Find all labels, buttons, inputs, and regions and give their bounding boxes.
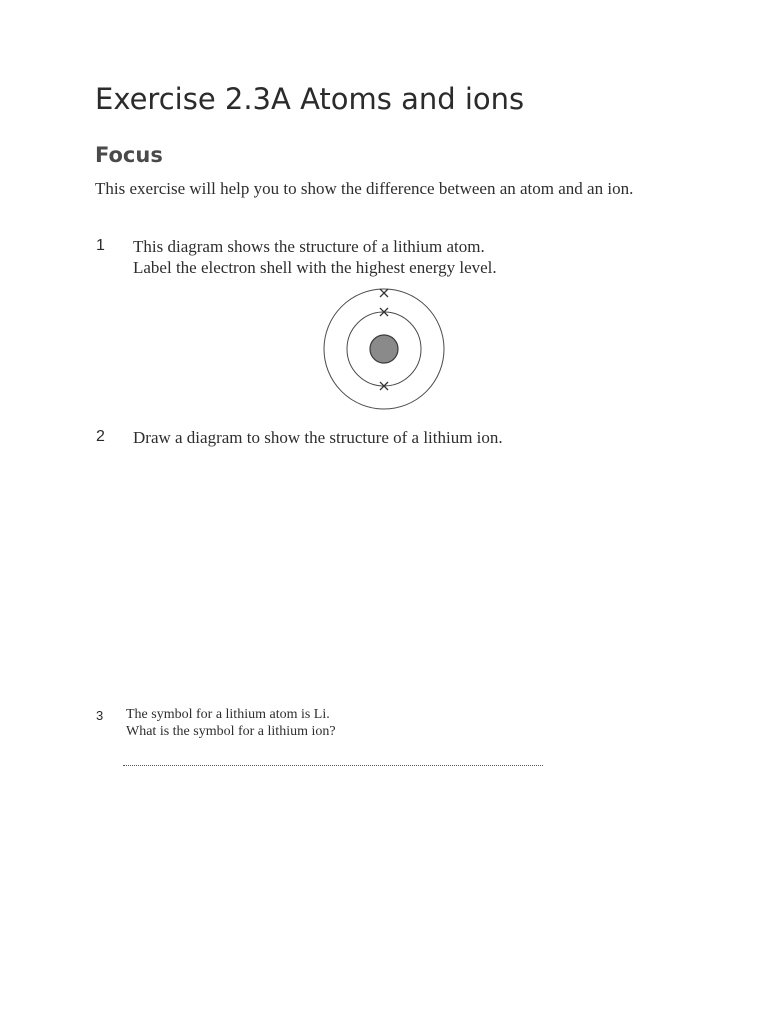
nucleus <box>370 335 398 363</box>
page-title: Exercise 2.3A Atoms and ions <box>95 82 525 116</box>
focus-heading: Focus <box>95 143 163 167</box>
question-number: 2 <box>96 428 105 445</box>
question-text: Draw a diagram to show the structure of a lithium ion. <box>133 428 503 447</box>
question-text <box>133 236 633 278</box>
question-line: The symbol for a lithium atom is Li. <box>126 707 330 722</box>
electron <box>380 289 388 297</box>
question-line: What is the symbol for a lithium ion? <box>126 724 336 739</box>
focus-text: This exercise will help you to show the difference between an atom and an ion. <box>95 179 634 198</box>
question-line: This diagram shows the structure of a lithium atom. <box>133 237 485 256</box>
question-text <box>126 706 626 740</box>
question-line: Label the electron shell with the highest energy level. <box>133 258 497 277</box>
lithium-atom-diagram <box>318 287 450 413</box>
answer-line[interactable] <box>123 765 543 766</box>
question-number: 3 <box>96 708 104 723</box>
question-number: 1 <box>96 237 105 254</box>
